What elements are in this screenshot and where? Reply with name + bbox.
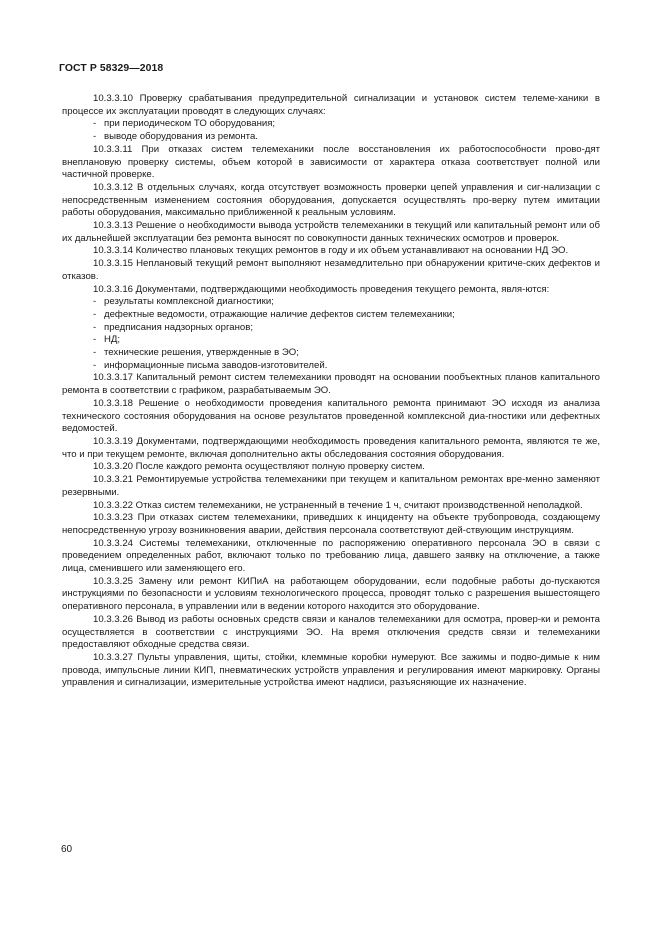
page-number: 60 [61,844,73,855]
list-dash: - [93,334,97,346]
list-item-text: результаты комплексной диагностики; [104,296,274,308]
document-header: ГОСТ Р 58329—2018 [59,63,164,74]
clause-paragraph: 10.3.3.27 Пульты управления, щиты, стойки, клеммные коробки нумеруют. Все зажимы и подво-димые к ним провода, импульсные линии КИП, пневматических устройств управления и регулирования имеют маркировку. Органы управления и сигнализации, измерительные устройства имеют надписи, разъясняющие их назначение. [62,651,600,689]
clause-paragraph: 10.3.3.22 Отказ систем телемеханики, не устраненный в течение 1 ч, считают производственной неполадкой. [93,499,583,511]
list-item-text: дефектные ведомости, отражающие наличие дефектов систем телемеханики; [104,308,455,320]
list-item-text: технические решения, утвержденные в ЭО; [104,347,299,359]
list-item [62,347,600,360]
list-item [62,334,600,347]
clause-paragraph: 10.3.3.21 Ремонтируемые устройства телемеханики при текущем и капитальном ремонтах вре-менно заменяют резервными. [62,474,600,498]
list-item-text: при периодическом ТО оборудования; [104,118,276,130]
list-dash: - [93,308,97,320]
list-item [62,309,600,322]
list-item-text: выводе оборудования из ремонта. [104,131,258,143]
list-item [62,131,600,144]
clause-paragraph: 10.3.3.12 В отдельных случаях, когда отсутствует возможность проверки цепей управления и сиг-нализации с непосредственным изменением состояния оборудования, допускается осуществлять про-верку путем имитации работы оборудования, максимально приближенной к реальным условиям. [62,181,600,219]
list-dash: - [93,321,97,333]
clause-paragraph: 10.3.3.20 После каждого ремонта осуществляют полную проверку систем. [93,461,425,473]
clause-paragraph: 10.3.3.16 Документами, подтверждающими необходимость проведения текущего ремонта, явля-ются: [93,283,550,295]
clause-paragraph: 10.3.3.11 При отказах систем телемеханики после восстановления их работоспособности прово-дят внеплановую проверку системы, объем которой в зависимости от характера отказа соответствует полной или частичной проверке. [62,143,600,181]
clause-paragraph: 10.3.3.23 При отказах систем телемеханики, приведших к инциденту на объекте трубопровода, создающему непосредственную угрозу возникновения аварии, действия персонала соответствуют дей-ствующим инструкциям. [62,512,600,536]
clause-paragraph: 10.3.3.13 Решение о необходимости вывода устройств телемеханики в текущий или капитальный ремонт или об их дальнейшей эксплуатации без ремонта выносят по совокупности данных технических осмотров и проверок. [62,220,600,244]
clause-paragraph: 10.3.3.17 Капитальный ремонт систем телемеханики проводят на основании пообъектных планов капитального ремонта в соответствии с графиком, разрабатываемым ЭО. [62,372,600,397]
clause-paragraph: 10.3.3.10 Проверку срабатывания предупредительной сигнализации и установок систем телеме-ханики в процессе их эксплуатации проводят в следующих случаях: [62,93,600,117]
list-dash: - [93,118,97,130]
clause-paragraph: 10.3.3.18 Решение о необходимости проведения капитального ремонта принимают ЭО исходя из анализа технического состояния оборудования на основе результатов проведенной комплексной диа-гностики или дефектных ведомостей. [62,397,600,435]
list-item-text: НД; [104,334,121,346]
list-dash: - [93,347,97,359]
list-dash: - [93,359,97,371]
list-dash: - [93,296,97,308]
list-item [62,322,600,335]
clause-paragraph: 10.3.3.14 Количество плановых текущих ремонтов в году и их объем устанавливают на основании НД ЭО. [93,245,569,257]
list-item [62,296,600,309]
document-body [62,93,600,690]
list-item-text: информационные письма заводов-изготовителей. [104,359,328,371]
list-item [62,360,600,373]
clause-paragraph: 10.3.3.15 Неплановый текущий ремонт выполняют незамедлительно при обнаружении критиче-ских дефектов и отказов. [62,258,600,282]
list-dash: - [93,131,97,143]
list-item-text: предписания надзорных органов; [104,321,253,333]
clause-paragraph: 10.3.3.25 Замену или ремонт КИПиА на работающем оборудовании, если подобные работы до-пускаются инструкциями по безопасности и условиям технологического процесса, проводят только с разрешения вышестоящего оперативного персонала, в управлении или в ведении которого находится это оборудование. [62,575,600,613]
list-item [62,118,600,131]
clause-paragraph: 10.3.3.26 Вывод из работы основных средств связи и каналов телемеханики для осмотра, провер-ки и ремонта осуществляется в соответствии с инструкциями ЭО. На время отключения средств связи и телемеханики предоставляют обходные средства связи. [62,613,600,651]
clause-paragraph: 10.3.3.19 Документами, подтверждающими необходимость проведения капитального ремонта, являются те же, что и при текущем ремонте, включая дополнительно акты обследования состояния оборудования. [62,435,600,460]
clause-paragraph: 10.3.3.24 Системы телемеханики, отключенные по распоряжению оперативного персонала ЭО в связи с проведением определенных работ, включают только по требованию лица, давшего заявку на отключение, а также лица, сменившего или заменяющего его. [62,537,600,575]
